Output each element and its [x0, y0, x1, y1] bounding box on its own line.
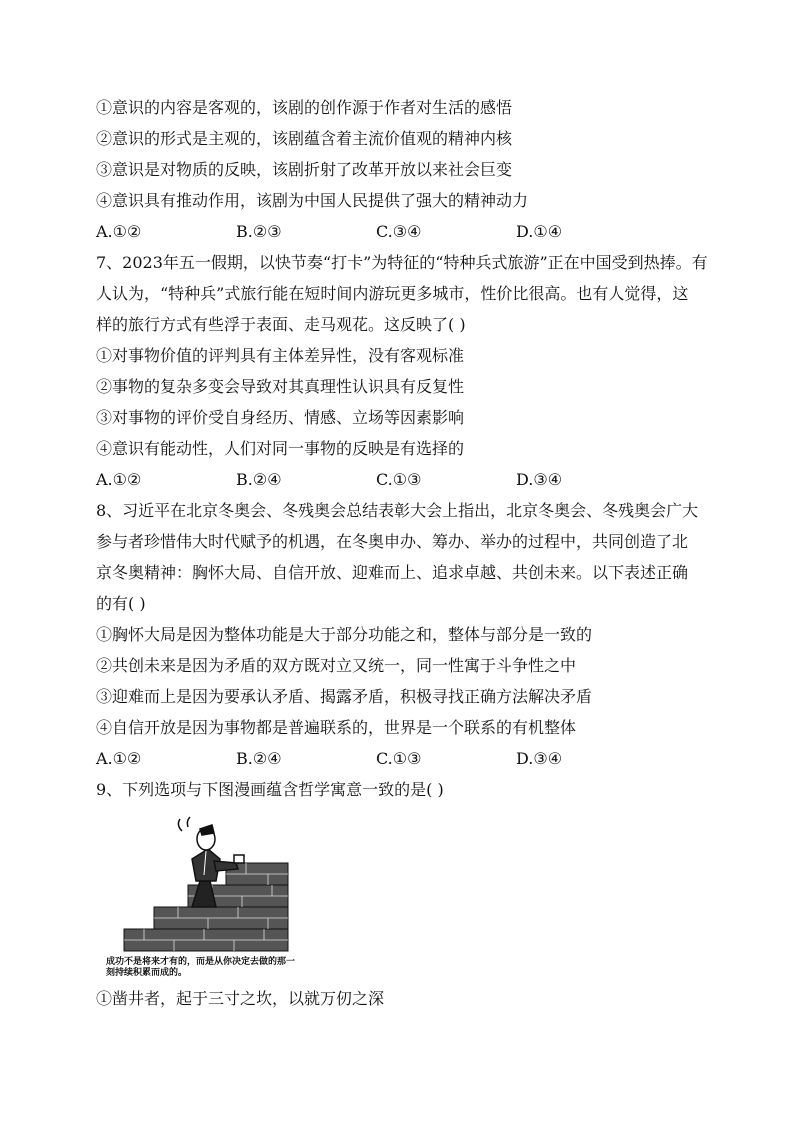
- q8-stem-line-2: 参与者珍惜伟大时代赋予的机遇，在冬奥申办、筹办、举办的过程中，共同创造了北: [96, 532, 689, 551]
- q7-options: [96, 464, 696, 495]
- cartoon-caption: 成功不是将来才有的，而是从你决定去做的那一刻持续积累而成的。: [106, 957, 296, 978]
- q7-option-c: C.①③: [376, 470, 422, 489]
- question-6-statements: [96, 92, 696, 216]
- q7-stem-line-1: 7、2023年五一假期，以快节奏“打卡”为特征的“特种兵式旅游”正在中国受到热捧。有: [96, 253, 708, 272]
- question-8: [96, 495, 699, 774]
- q7-option-b: B.②④: [236, 470, 282, 489]
- q6-option-d: D.①④: [516, 222, 563, 241]
- cartoon-image: [96, 811, 306, 981]
- q9-statement-1: ①凿井者，起于三寸之坎，以就万仞之深: [96, 989, 385, 1008]
- q8-options: [96, 743, 696, 774]
- q6-option-b: B.②③: [236, 222, 282, 241]
- q6-statement-3: ③意识是对物质的反映，该剧折射了改革开放以来社会巨变: [96, 160, 513, 179]
- exam-page: [96, 92, 708, 1014]
- q8-stem-line-4: 的有( ): [96, 594, 146, 613]
- q8-statement-3: ③迎难而上是因为要承认矛盾、揭露矛盾，积极寻找正确方法解决矛盾: [96, 687, 593, 706]
- q7-statement-3: ③对事物的评价受自身经历、情感、立场等因素影响: [96, 408, 465, 427]
- q8-stem-line-3: 京冬奥精神：胸怀大局、自信开放、迎难而上、追求卓越、共创未来。以下表述正确: [96, 563, 689, 582]
- q8-statement-2: ②共创未来是因为矛盾的双方既对立又统一，同一性寓于斗争性之中: [96, 656, 577, 675]
- q8-option-d: D.③④: [516, 749, 563, 768]
- q8-option-a: A.①②: [96, 749, 142, 768]
- q7-stem-line-3: 样的旅行方式有些浮于表面、走马观花。这反映了( ): [96, 315, 466, 334]
- q7-option-d: D.③④: [516, 470, 563, 489]
- cartoon-drawing: [96, 811, 306, 981]
- q7-option-a: A.①②: [96, 470, 142, 489]
- q6-statement-4: ④意识具有推动作用，该剧为中国人民提供了强大的精神动力: [96, 191, 529, 210]
- q6-statement-2: ②意识的形式是主观的，该剧蕴含着主流价值观的精神内核: [96, 129, 513, 148]
- q7-statement-1: ①对事物价值的评判具有主体差异性，没有客观标准: [96, 346, 465, 365]
- q6-option-c: C.③④: [376, 222, 422, 241]
- q8-stem-line-1: 8、习近平在北京冬奥会、冬残奥会总结表彰大会上指出，北京冬奥会、冬残奥会广大: [96, 501, 699, 520]
- q8-option-b: B.②④: [236, 749, 282, 768]
- q8-statement-4: ④自信开放是因为事物都是普遍联系的，世界是一个联系的有机整体: [96, 718, 577, 737]
- q7-statement-2: ②事物的复杂多变会导致对其真理性认识具有反复性: [96, 377, 465, 396]
- question-9: [96, 774, 696, 1014]
- q7-stem-line-2: 人认为，“特种兵”式旅行能在短时间内游玩更多城市，性价比很高。也有人觉得，这: [96, 284, 689, 303]
- question-7: [96, 247, 708, 495]
- q6-option-a: A.①②: [96, 222, 142, 241]
- q7-statement-4: ④意识有能动性，人们对同一事物的反映是有选择的: [96, 439, 465, 458]
- q8-option-c: C.①③: [376, 749, 422, 768]
- q6-statement-1: ①意识的内容是客观的，该剧的创作源于作者对生活的感悟: [96, 98, 513, 117]
- q6-options: [96, 216, 696, 247]
- q8-statement-1: ①胸怀大局是因为整体功能是大于部分功能之和，整体与部分是一致的: [96, 625, 593, 644]
- q9-stem: 9、下列选项与下图漫画蕴含哲学寓意一致的是( ): [96, 780, 444, 799]
